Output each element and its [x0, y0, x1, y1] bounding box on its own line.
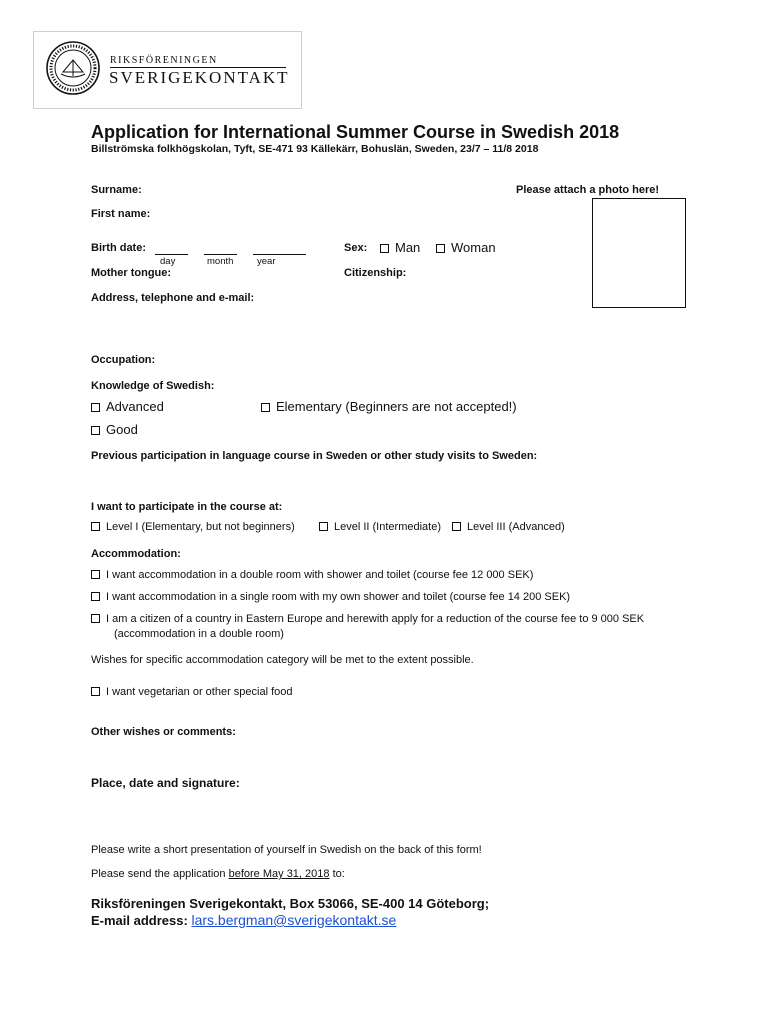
checkbox-icon[interactable] — [261, 403, 270, 412]
checkbox-icon[interactable] — [91, 570, 100, 579]
send-deadline: before May 31, 2018 — [228, 868, 330, 880]
mailing-address: Riksföreningen Sverigekontakt, Box 53066, SE-400 14 Göteborg; — [91, 896, 490, 911]
course-level3-label: Level III (Advanced) — [467, 521, 565, 533]
knowledge-good-option[interactable] — [91, 422, 138, 437]
sex-man-option[interactable] — [380, 240, 420, 255]
knowledge-elementary-label: Elementary (Beginners are not accepted!) — [276, 399, 517, 414]
sex-man-label: Man — [395, 240, 421, 255]
checkbox-icon[interactable] — [91, 522, 100, 531]
checkbox-icon[interactable] — [91, 687, 100, 696]
accommodation-heading: Accommodation: — [91, 548, 181, 560]
checkbox-icon[interactable] — [91, 426, 100, 435]
occupation-label: Occupation: — [91, 354, 156, 366]
sex-label: Sex: — [344, 242, 368, 254]
vegetarian-label: I want vegetarian or other special food — [106, 686, 293, 698]
course-level2-label: Level II (Intermediate) — [334, 521, 441, 533]
accommodation-single-label: I want accommodation in a single room with my own shower and toilet (course fee 14 200 SEK) — [106, 591, 571, 603]
first-name-label: First name: — [91, 208, 151, 220]
accommodation-wishes-note: Wishes for specific accommodation category will be met to the extent possible. — [91, 654, 474, 666]
accommodation-double-option[interactable] — [91, 569, 533, 581]
surname-label: Surname: — [91, 184, 142, 196]
send-instruction — [91, 868, 345, 880]
send-prefix: Please send the application — [91, 868, 226, 880]
birth-day-caption: day — [160, 256, 176, 267]
citizenship-label: Citizenship: — [344, 267, 407, 279]
mother-tongue-label: Mother tongue: — [91, 267, 172, 279]
knowledge-advanced-label: Advanced — [106, 399, 164, 414]
vegetarian-option[interactable] — [91, 686, 293, 698]
email-link[interactable]: lars.bergman@sverigekontakt.se — [191, 912, 397, 928]
checkbox-icon[interactable] — [452, 522, 461, 531]
checkbox-icon[interactable] — [380, 244, 389, 253]
accommodation-single-option[interactable] — [91, 591, 570, 603]
birth-month-caption: month — [207, 256, 234, 267]
birth-year-blank[interactable] — [253, 244, 306, 255]
knowledge-elementary-option[interactable] — [261, 399, 517, 414]
presentation-note: Please write a short presentation of yourself in Swedish on the back of this form! — [91, 844, 482, 856]
photo-box[interactable] — [592, 198, 686, 308]
sex-woman-label: Woman — [451, 240, 496, 255]
knowledge-good-label: Good — [106, 422, 138, 437]
birth-day-blank[interactable] — [155, 244, 188, 255]
birth-year-caption: year — [257, 256, 276, 267]
sex-woman-option[interactable] — [436, 240, 496, 255]
photo-note: Please attach a photo here! — [516, 184, 660, 196]
course-level1-label: Level I (Elementary, but not beginners) — [106, 521, 295, 533]
org-name-small: RIKSFÖRENINGEN — [110, 55, 218, 66]
email-line — [91, 912, 396, 928]
checkbox-icon[interactable] — [91, 614, 100, 623]
course-level3-option[interactable] — [452, 521, 565, 533]
accommodation-eastern-note: (accommodation in a double room) — [114, 628, 284, 640]
org-name-large: SVERIGEKONTAKT — [109, 68, 290, 87]
checkbox-icon[interactable] — [319, 522, 328, 531]
birth-month-blank[interactable] — [204, 244, 237, 255]
course-level1-option[interactable] — [91, 521, 295, 533]
other-wishes-label: Other wishes or comments: — [91, 726, 236, 738]
signature-label: Place, date and signature: — [91, 776, 240, 790]
form-title: Application for International Summer Course in Swedish 2018 — [91, 122, 620, 142]
checkbox-icon[interactable] — [91, 403, 100, 412]
accommodation-double-label: I want accommodation in a double room with shower and toilet (course fee 12 000 SEK) — [106, 569, 534, 581]
previous-participation-label: Previous participation in language course in Sweden or other study visits to Sweden: — [91, 450, 538, 462]
accommodation-eastern-label: I am a citizen of a country in Eastern Europe and herewith apply for a reduction of the course fee to 9 000 SEK — [106, 613, 645, 625]
course-heading: I want to participate in the course at: — [91, 501, 283, 513]
accommodation-eastern-option[interactable] — [91, 613, 644, 625]
knowledge-advanced-option[interactable] — [91, 399, 164, 414]
form-subtitle: Billströmska folkhögskolan, Tyft, SE-471 93 Källekärr, Bohuslän, Sweden, 23/7 – 11/8 2018 — [91, 143, 539, 155]
seal-logo — [45, 40, 101, 96]
course-level2-option[interactable] — [319, 521, 441, 533]
checkbox-icon[interactable] — [436, 244, 445, 253]
checkbox-icon[interactable] — [91, 592, 100, 601]
birth-date-label: Birth date: — [91, 242, 146, 254]
address-label: Address, telephone and e-mail: — [91, 292, 255, 304]
send-suffix: to: — [332, 868, 345, 880]
email-label: E-mail address: — [91, 913, 188, 928]
knowledge-label: Knowledge of Swedish: — [91, 380, 215, 392]
